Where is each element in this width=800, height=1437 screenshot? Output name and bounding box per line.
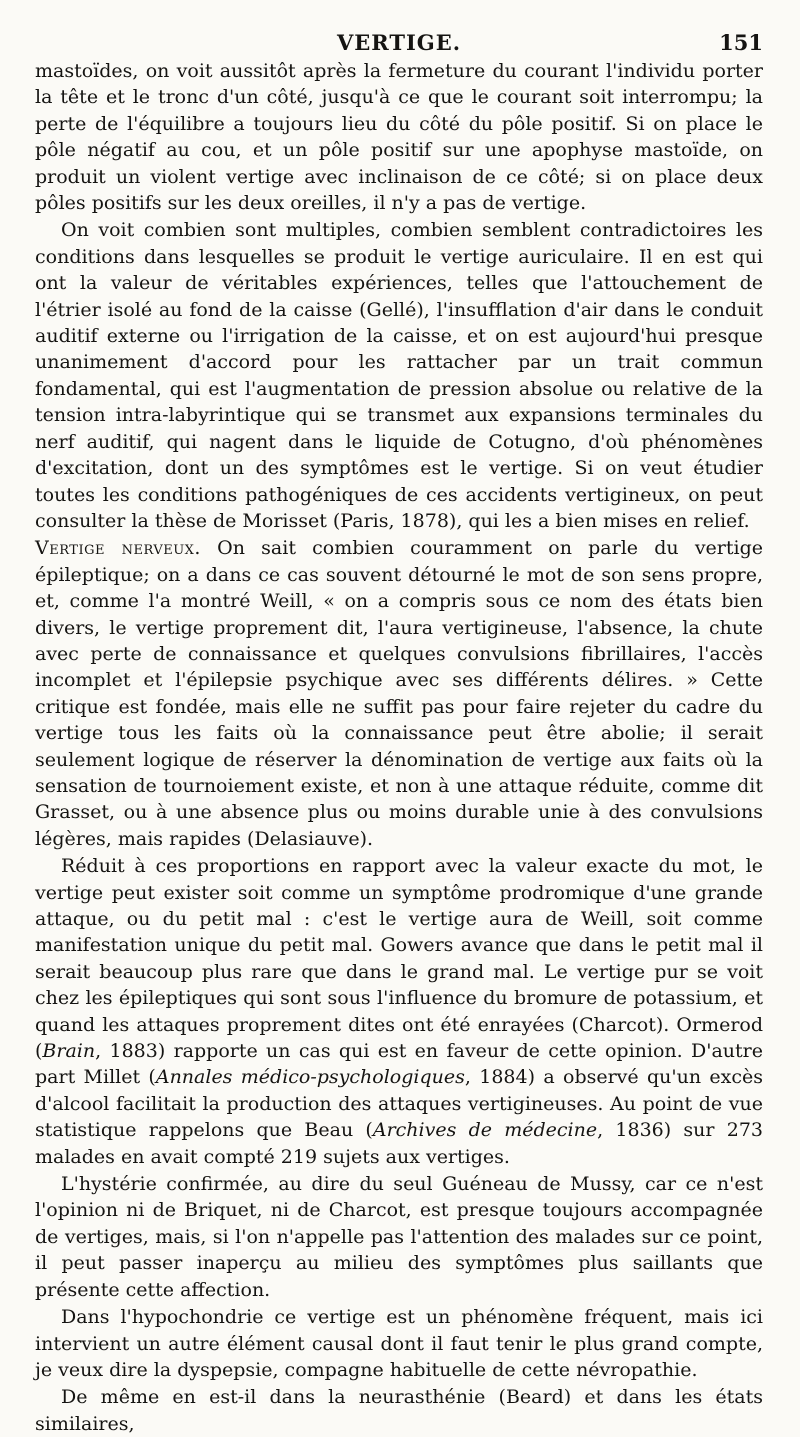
- text-run: De même en est-il dans la neurasthénie (Beard) et dans les états similaires,: [35, 1386, 763, 1435]
- paragraph: [35, 1171, 763, 1303]
- paragraph: [35, 217, 763, 534]
- paragraph: [35, 535, 763, 852]
- text-run: On sait combien couramment on parle du vertige épileptique; on a dans ce cas souvent détourné le mot de son sens propre, et, comme l'a montré Weill, « on a compris sous ce nom des états bien divers, le vertige proprement dit, l'aura vertigineuse, l'absence, la chute avec perte de connaissance et quelques convulsions fibrillaires, l'accès incomplet et l'épilepsie psychique avec ses différents délires. » Cette critique est fondée, mais elle ne suffit pas pour faire rejeter du cadre du vertige tous les faits où la connaissance peut être abolie; il serait seulement logique de réserver la dénomination de vertige aux faits où la sensation de tournoiement existe, et non à une attaque réduite, comme dit Grasset, ou à une absence plus ou moins durable unie à des convulsions légères, mais rapides (Delasiauve).: [35, 537, 763, 850]
- text-run: , 1836) sur 273 malades en avait compté 219 sujets aux vertiges.: [35, 1119, 763, 1168]
- italic-citation: Annales médico-psychologiques: [155, 1066, 465, 1089]
- page-number: 151: [719, 30, 763, 55]
- paragraph: [35, 853, 763, 1170]
- running-head-title: VERTIGE.: [336, 30, 462, 55]
- body-text: [35, 58, 763, 1437]
- text-run: , 1883) rapporte un cas qui est en faveur de cette opinion. D'autre part Millet (: [35, 1040, 763, 1089]
- running-head: [35, 22, 763, 58]
- italic-citation: Archives de médecine: [372, 1119, 598, 1142]
- section-run-in-heading: Vertige nerveux.: [35, 537, 201, 560]
- text-run: L'hystérie confirmée, au dire du seul Guéneau de Mussy, car ce n'est l'opinion ni de Briquet, ni de Charcot, est presque toujours accompagnée de vertiges, mais, si l'on n'appelle pas l'attention des malades sur ce point, il peut passer inaperçu au milieu des symptômes plus saillants que présente cette affection.: [35, 1173, 763, 1301]
- text-run: mastoïdes, on voit aussitôt après la fermeture du courant l'individu porter la tête et le tronc d'un côté, jusqu'à ce que le courant soit interrompu; la perte de l'équilibre a toujours lieu du côté du pôle positif. Si on place le pôle négatif au cou, et un pôle positif sur une apophyse mastoïde, on produit un violent vertige avec inclinaison de ce côté; si on place deux pôles positifs sur les deux oreilles, il n'y a pas de vertige.: [35, 60, 763, 215]
- text-run: On voit combien sont multiples, combien semblent contradictoires les conditions dans lesquelles se produit le vertige auriculaire. Il en est qui ont la valeur de véritables expériences, telles que l'attouchement de l'étrier isolé au fond de la caisse (Gellé), l'insufflation d'air dans le conduit auditif externe ou l'irrigation de la caisse, et on est aujourd'hui presque unanimement d'accord pour les rattacher par un trait commun fondamental, qui est l'augmentation de pression absolue ou relative de la tension intra-labyrintique qui se transmet aux expansions terminales du nerf auditif, qui nagent dans le liquide de Cotugno, d'où phénomènes d'excitation, dont un des symptômes est le vertige. Si on veut étudier toutes les conditions pathogéniques de ces accidents vertigineux, on peut consulter la thèse de Morisset (Paris, 1878), qui les a bien mises en relief.: [35, 219, 763, 532]
- italic-citation: Brain: [42, 1040, 96, 1063]
- paragraph: [35, 1384, 763, 1437]
- text-run: Réduit à ces proportions en rapport avec la valeur exacte du mot, le vertige peut exister soit comme un symptôme prodromique d'une grande attaque, ou du petit mal : c'est le vertige aura de Weill, soit comme manifestation unique du petit mal. Gowers avance que dans le petit mal il serait beaucoup plus rare que dans le grand mal. Le vertige pur se voit chez les épileptiques qui sont sous l'influence du bromure de potassium, et quand les attaques proprement dites ont été enrayées (Charcot). Ormerod (: [35, 855, 763, 1063]
- text-run: , 1884) a observé qu'un excès d'alcool facilitait la production des attaques vertigineuses. Au point de vue statistique rappelons que Beau (: [35, 1066, 764, 1142]
- paragraph: [35, 58, 763, 216]
- text-run: Dans l'hypochondrie ce vertige est un phénomène fréquent, mais ici intervient un autre élément causal dont il faut tenir le plus grand compte, je veux dire la dyspepsie, compagne habituelle de cette névropathie.: [35, 1306, 763, 1381]
